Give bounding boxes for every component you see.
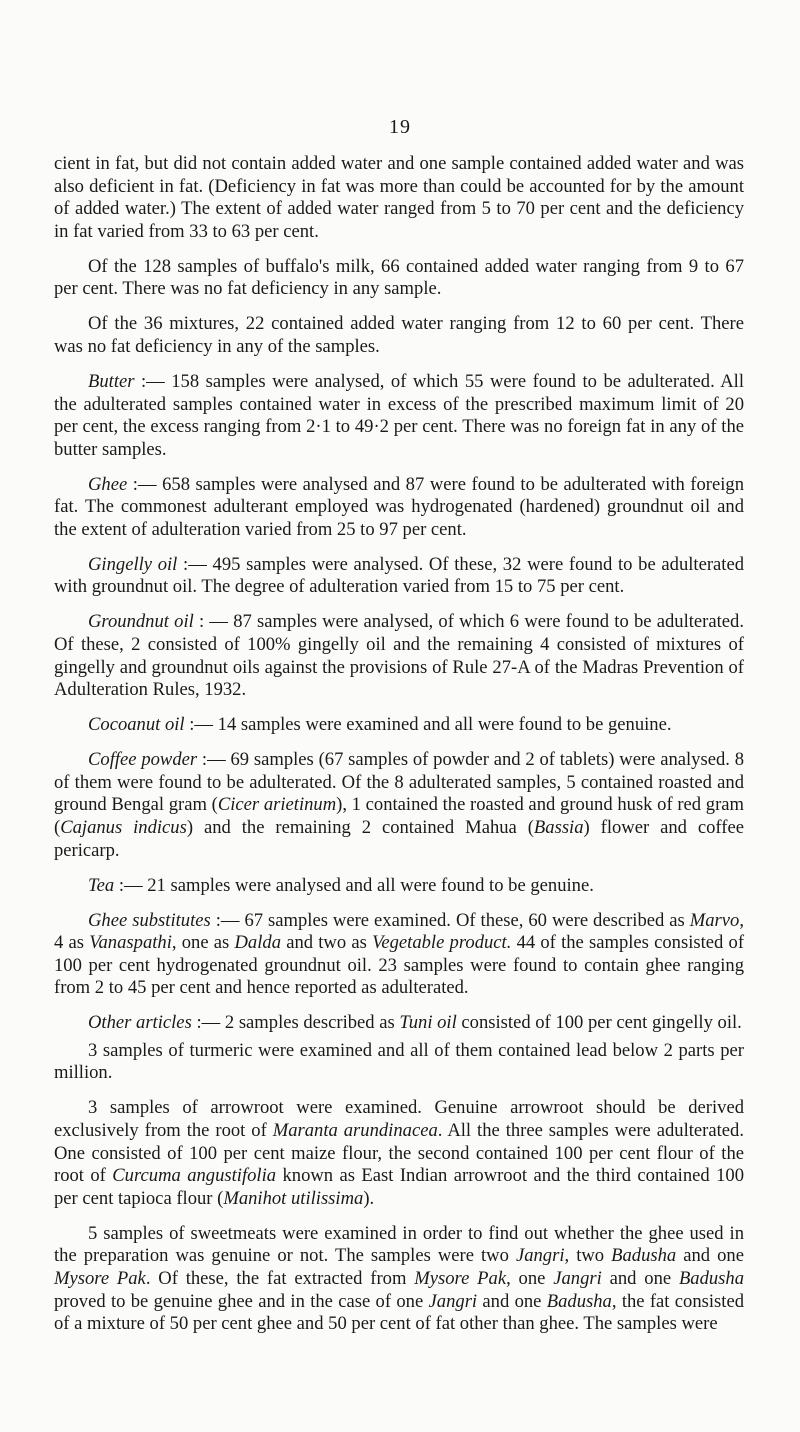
- italic-text: Cajanus indicus: [60, 816, 187, 838]
- text-run: proved to be genuine ghee and in the case of one: [54, 1290, 429, 1312]
- paragraph: [54, 749, 744, 862]
- text-run: :— 658 samples were analysed and 87 were found to be adulterated with foreign fat. The commonest adulterant employed was hydrogenated (hardened) groundnut oil and the extent of adulteration varied from 25 to 97 per cent.: [54, 473, 744, 540]
- italic-text: Vegetable product.: [372, 932, 512, 954]
- italic-text: Maranta arundinacea: [272, 1120, 438, 1142]
- paragraph: [54, 910, 744, 1000]
- italic-text: Marvo: [689, 909, 740, 931]
- text-run: Of the 128 samples of buffalo's milk, 66 contained added water ranging from 9 to 67 per cent. There was no fat deficiency in any sample.: [54, 255, 744, 300]
- italic-text: Mysore Pak: [414, 1268, 507, 1290]
- text-run: ) flower and coffee pericarp.: [54, 816, 744, 861]
- text-run: 3 samples of arrowroot were examined. Genuine arrowroot should be derived exclusively from the root of: [54, 1097, 744, 1142]
- text-run: and one: [601, 1268, 679, 1290]
- text-run: known as East Indian arrowroot and the third contained 100 per cent tapioca flour (: [54, 1165, 744, 1209]
- italic-text: Cicer arietinum: [217, 794, 337, 816]
- text-run: :— 495 samples were analysed. Of these, 32 were found to be adulterated with groundnut oil. The degree of adulteration varied from 15 to 75 per cent.: [54, 553, 744, 598]
- text-run: and two as: [280, 932, 373, 954]
- italic-text: Vanaspathi: [89, 932, 172, 954]
- text-run: , the fat consisted of a mixture of 50 per cent ghee and 50 per cent of fat other than ghee. The samples were: [54, 1290, 744, 1335]
- paragraph: [54, 153, 744, 243]
- text-run: and one: [676, 1245, 744, 1267]
- text-run: :— 21 samples were analysed and all were found to be genuine.: [114, 874, 594, 896]
- text-run: . Of these, the fat extracted from: [145, 1268, 415, 1290]
- text-run: , one as: [171, 932, 235, 954]
- text-run: ), 1 contained the roasted and ground husk of red gram (: [54, 794, 744, 838]
- italic-text: Ghee substitutes: [88, 909, 211, 931]
- italic-text: Jangri: [553, 1268, 602, 1290]
- text-run: Of the 36 mixtures, 22 contained added water ranging from 12 to 60 per cent. There was no fat deficiency in any of the samples.: [54, 313, 744, 357]
- italic-text: Tuni oil: [399, 1012, 457, 1034]
- paragraph: [54, 371, 744, 461]
- text-run: , two: [564, 1245, 612, 1267]
- italic-text: Badusha: [678, 1268, 745, 1290]
- italic-text: Manihot utilissima: [223, 1187, 364, 1209]
- text-run: consisted of 100 per cent gingelly oil.: [456, 1012, 742, 1034]
- text-run: :— 69 samples (67 samples of powder and 2 of tablets) were analysed. 8 of them were found to be adulterated. Of the 8 adulterated samples, 5 contained roasted and ground Bengal gram (: [54, 749, 744, 816]
- page-number: 19: [389, 116, 411, 138]
- paragraph: [54, 554, 744, 599]
- italic-text: Dalda: [234, 932, 281, 954]
- italic-text: Tea: [88, 874, 115, 896]
- text-run: , 4 as: [54, 909, 744, 954]
- paragraph: [54, 1040, 744, 1085]
- text-run: ).: [363, 1187, 375, 1209]
- paragraph: [54, 313, 744, 358]
- text-run: , one: [506, 1268, 554, 1290]
- text-run: 44 of the samples consisted of 100 per cent hydrogenated groundnut oil. 23 samples were found to contain ghee ranging from 2 to 45 per cent and hence reported as adulterated.: [54, 932, 745, 999]
- paragraph: [54, 875, 744, 898]
- paragraph: [54, 1012, 744, 1035]
- text-run: : — 87 samples were analysed, of which 6 were found to be adulterated. Of these, 2 consisted of 100% gingelly oil and the remaining 4 consisted of mixtures of gingelly and groundnut oils against the provisions of Rule 27-A of the Madras Prevention of Adulteration Rules, 1932.: [54, 611, 744, 701]
- italic-text: Ghee: [88, 473, 128, 495]
- text-run: :— 67 samples were examined. Of these, 60 were described as: [210, 909, 690, 931]
- text-run: :— 14 samples were examined and all were found to be genuine.: [184, 714, 672, 736]
- italic-text: Other articles: [88, 1012, 192, 1034]
- text-run: 3 samples of turmeric were examined and all of them contained lead below 2 parts per million.: [54, 1039, 744, 1084]
- italic-text: Curcuma angustifolia: [112, 1165, 277, 1187]
- paragraph: [54, 474, 744, 542]
- italic-text: Coffee powder: [88, 749, 198, 771]
- italic-text: Jangri: [428, 1290, 478, 1312]
- paragraph: [54, 611, 744, 701]
- text-run: 5 samples of sweetmeats were examined in order to find out whether the ghee used in the preparation was genuine or not. The samples were two: [54, 1222, 744, 1267]
- text-run: cient in fat, but did not contain added water and one sample contained added water and was also deficient in fat. (Deficiency in fat was more than could be accounted for by the amount of added water.) The extent of added water ranged from 5 to 70 per cent and the deficiency in fat varied from 33 to 63 per cent.: [54, 153, 744, 242]
- italic-text: Butter: [88, 370, 135, 392]
- italic-text: Groundnut oil: [88, 611, 194, 633]
- text-run: and one: [477, 1290, 547, 1312]
- italic-text: Bassia: [533, 816, 584, 838]
- text-run: ) and the remaining 2 contained Mahua (: [186, 816, 534, 838]
- italic-text: Jangri: [515, 1245, 565, 1267]
- paragraph: [54, 256, 744, 301]
- paragraph: [54, 714, 744, 737]
- italic-text: Cocoanut oil: [88, 714, 185, 736]
- text-run: . All the three samples were adulterated. One consisted of 100 per cent maize flour, the second contained 100 per cent flour of the root of: [54, 1120, 744, 1187]
- paragraph: [54, 1223, 744, 1336]
- text-run: :— 2 samples described as: [191, 1012, 400, 1034]
- italic-text: Badusha: [546, 1290, 612, 1312]
- italic-text: Gingelly oil: [88, 553, 178, 575]
- text-run: :— 158 samples were analysed, of which 55 were found to be adulterated. All the adulterated samples contained water in excess of the prescribed maximum limit of 20 per cent, the excess ranging from 2·1 to 49·2 per cent. There was no foreign fat in any of the butter samples.: [54, 370, 744, 460]
- italic-text: Badusha: [611, 1245, 677, 1267]
- paragraph: [54, 1097, 744, 1210]
- italic-text: Mysore Pak: [54, 1268, 146, 1290]
- body-text: [54, 153, 744, 1348]
